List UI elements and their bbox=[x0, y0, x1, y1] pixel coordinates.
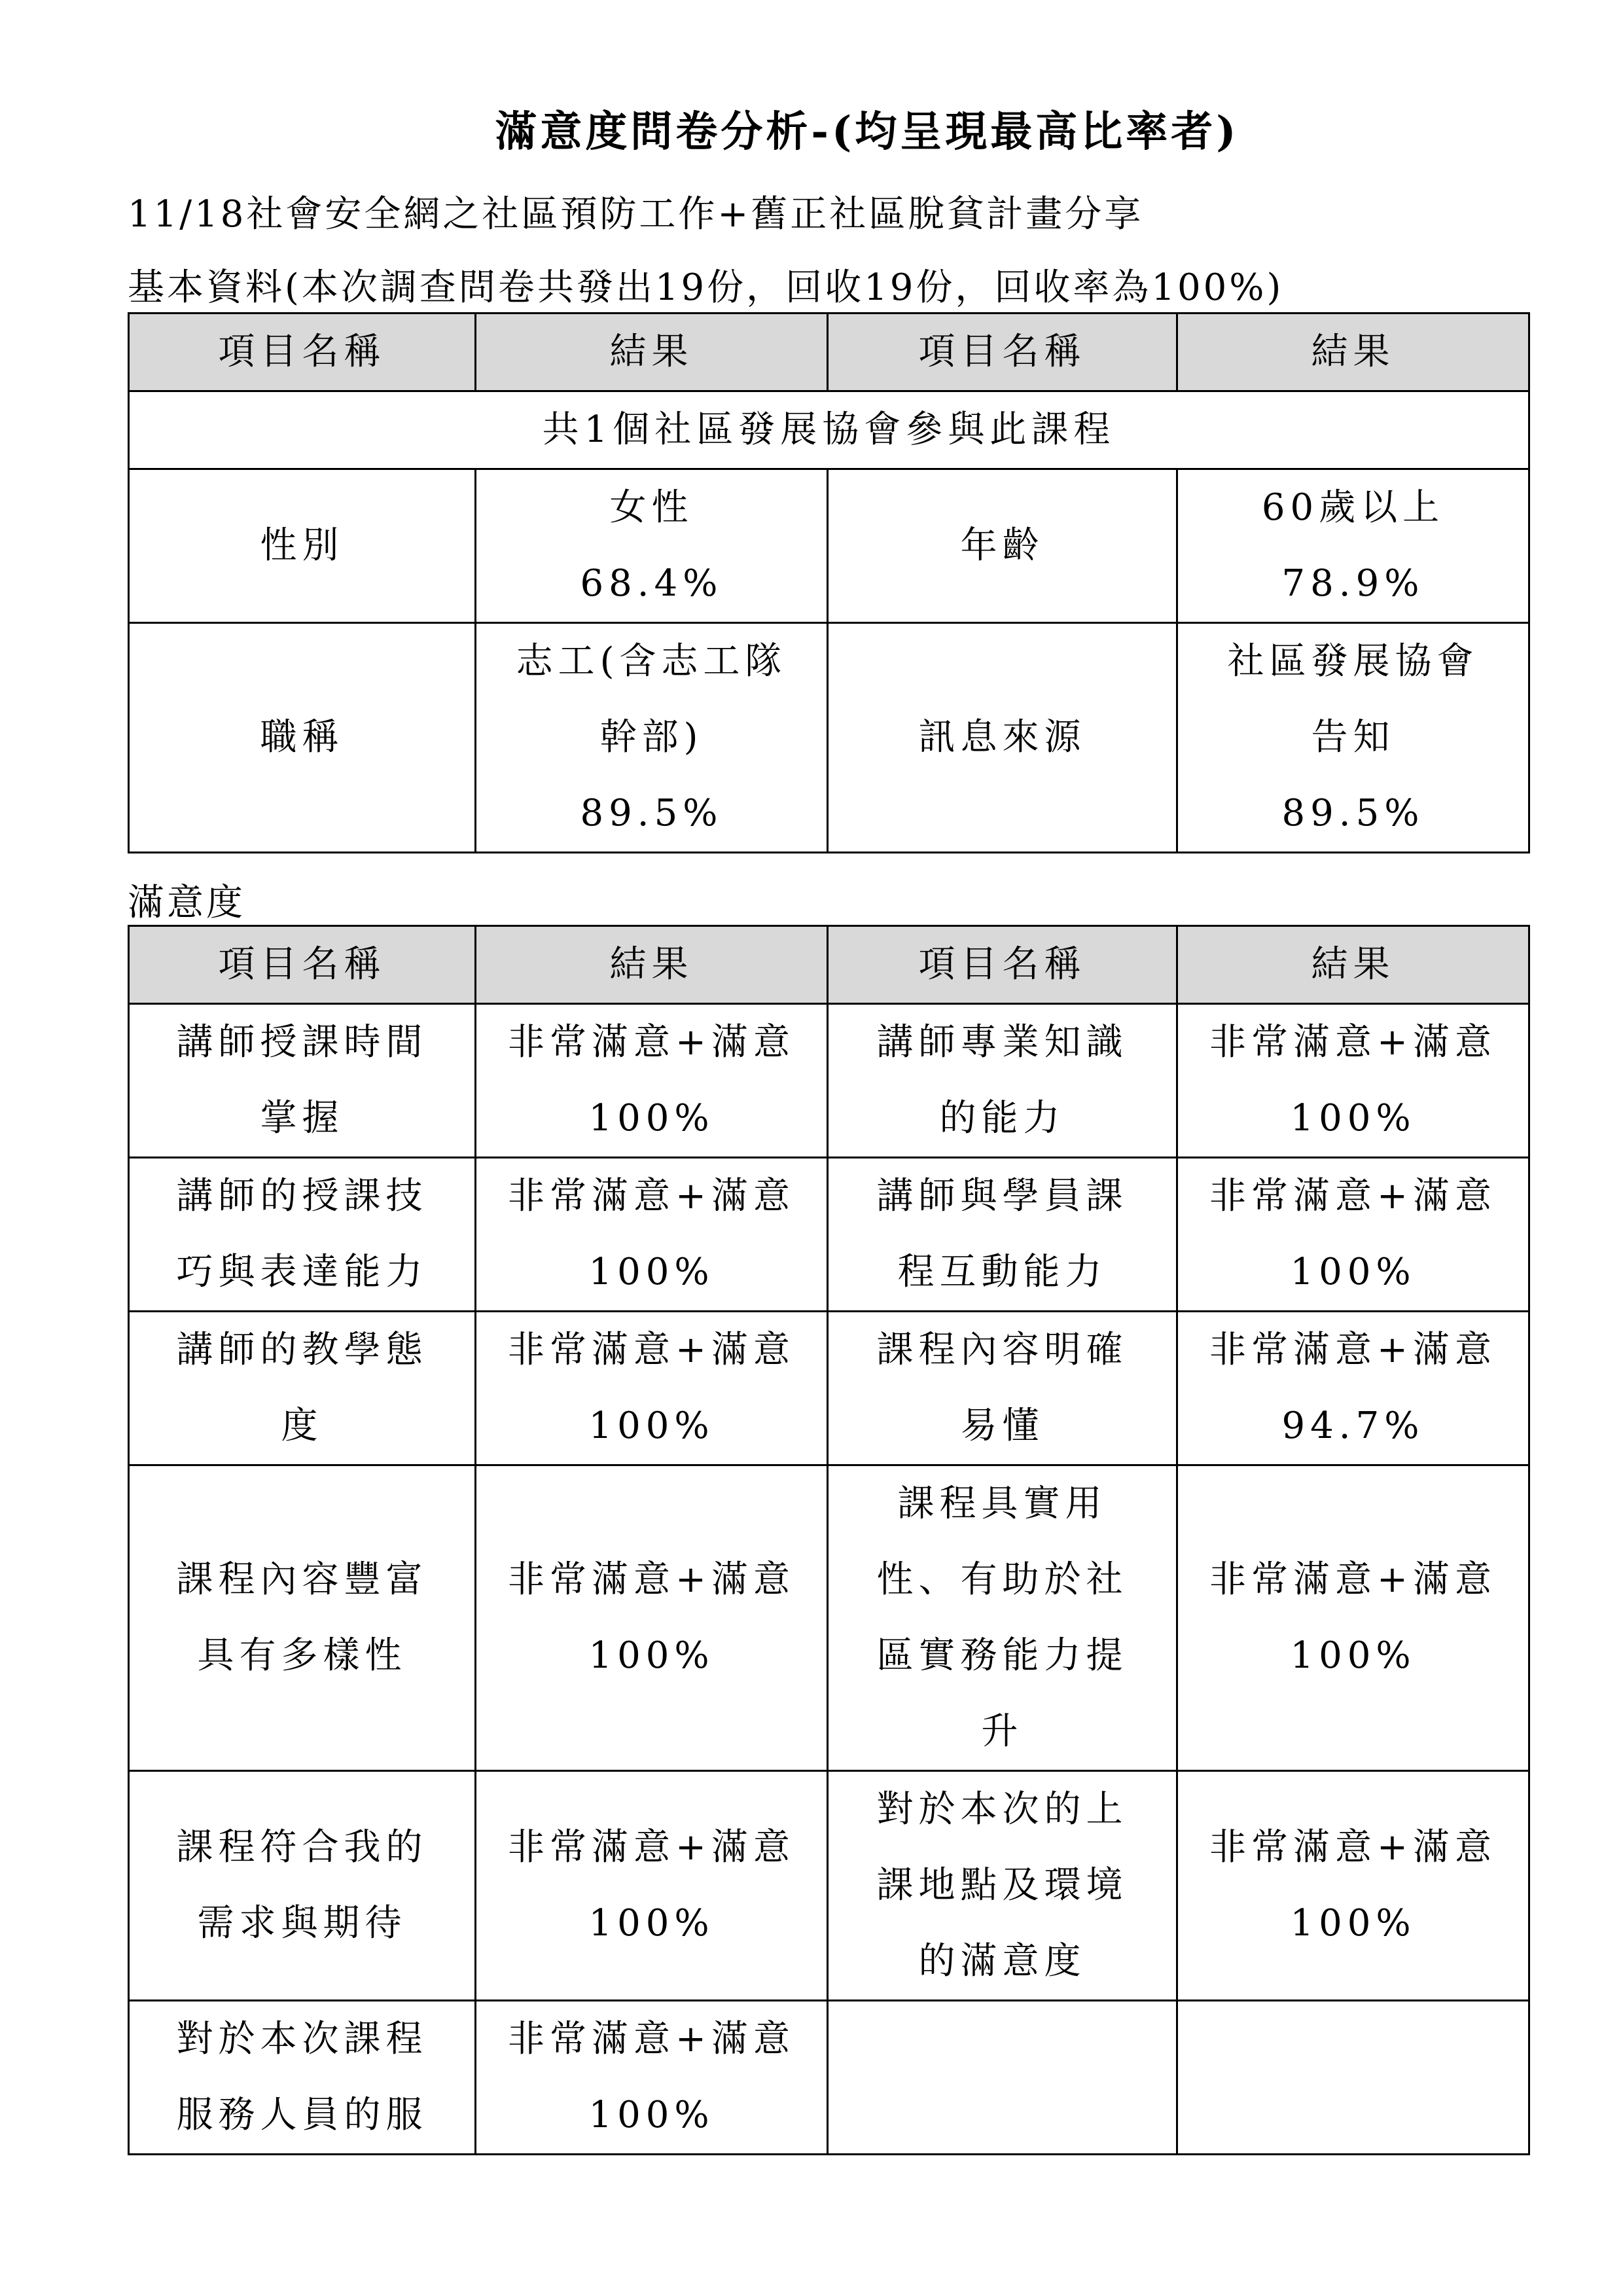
item-name-cell bbox=[129, 1004, 476, 1158]
cell-text: 非常滿意+滿意 bbox=[508, 1329, 795, 1371]
cell-text: 100% bbox=[588, 1634, 715, 1677]
cell-text: 60歲以上 bbox=[1261, 486, 1445, 529]
cell-text: 課程符合我的 bbox=[176, 1826, 428, 1869]
cell-text: 非常滿意+滿意 bbox=[508, 1826, 795, 1869]
result-cell bbox=[476, 1158, 828, 1312]
item-name-cell bbox=[828, 623, 1177, 853]
header-item-name: 項目名稱 bbox=[828, 926, 1177, 1004]
cell-text: 100% bbox=[588, 1405, 715, 1447]
cell-text: 告知 bbox=[1311, 716, 1395, 759]
cell-text: 服務人員的服 bbox=[176, 2094, 428, 2136]
header-item-name: 項目名稱 bbox=[129, 314, 476, 391]
cell-text: 非常滿意+滿意 bbox=[1209, 1329, 1497, 1371]
cell-text: 性別 bbox=[260, 524, 344, 567]
result-cell bbox=[476, 623, 828, 853]
result-cell bbox=[1177, 1158, 1529, 1312]
cell-text: 78.9% bbox=[1281, 562, 1425, 605]
cell-text: 100% bbox=[1290, 1634, 1416, 1677]
cell-text: 非常滿意+滿意 bbox=[1209, 1021, 1497, 1064]
satisfaction-row bbox=[129, 1158, 1529, 1312]
result-cell bbox=[1177, 1465, 1529, 1771]
result-cell bbox=[476, 2001, 828, 2155]
cell-text: 非常滿意+滿意 bbox=[508, 1021, 795, 1064]
cell-text: 具有多樣性 bbox=[197, 1634, 407, 1677]
cell-text: 課程內容明確 bbox=[876, 1329, 1128, 1371]
cell-text: 100% bbox=[1290, 1097, 1416, 1139]
cell-text: 掌握 bbox=[260, 1097, 344, 1139]
item-name-cell bbox=[828, 1771, 1177, 2001]
cell-text: 非常滿意+滿意 bbox=[1209, 1175, 1497, 1217]
result-cell bbox=[1177, 1004, 1529, 1158]
item-name-cell bbox=[828, 2001, 1177, 2155]
header-item-name: 項目名稱 bbox=[129, 926, 476, 1004]
cell-text: 女性 bbox=[609, 486, 694, 529]
item-name-cell bbox=[129, 1771, 476, 2001]
cell-text: 100% bbox=[588, 2094, 715, 2136]
cell-text: 對於本次的上 bbox=[876, 1788, 1128, 1831]
satisfaction-row bbox=[129, 1004, 1529, 1158]
cell-text: 易懂 bbox=[960, 1405, 1044, 1447]
item-name-cell bbox=[129, 623, 476, 853]
table-header-row bbox=[129, 926, 1529, 1004]
result-cell bbox=[1177, 469, 1529, 623]
cell-text: 的滿意度 bbox=[918, 1940, 1086, 1982]
cell-text: 巧與表達能力 bbox=[176, 1251, 428, 1293]
item-name-cell bbox=[129, 1158, 476, 1312]
satisfaction-row bbox=[129, 1771, 1529, 2001]
cell-text: 非常滿意+滿意 bbox=[1209, 1826, 1497, 1869]
cell-text: 課程內容豐富 bbox=[176, 1558, 428, 1601]
item-name-cell bbox=[828, 1004, 1177, 1158]
result-cell bbox=[1177, 1771, 1529, 2001]
course-subtitle: 11/18社會安全網之社區預防工作+舊正社區脫貧計畫分享 bbox=[128, 193, 1144, 236]
cell-text: 講師的教學態 bbox=[176, 1329, 428, 1371]
item-name-cell bbox=[129, 1465, 476, 1771]
cell-text: 課程具實用 bbox=[897, 1482, 1107, 1525]
result-cell bbox=[476, 1771, 828, 2001]
cell-text: 需求與期待 bbox=[197, 1902, 407, 1945]
item-name-cell bbox=[828, 1465, 1177, 1771]
cell-text: 89.5% bbox=[1281, 792, 1425, 834]
cell-text: 68.4% bbox=[580, 562, 723, 605]
cell-text: 89.5% bbox=[580, 792, 723, 834]
item-name-cell bbox=[828, 469, 1177, 623]
item-name-cell bbox=[129, 2001, 476, 2155]
basic-info-table bbox=[128, 312, 1530, 853]
cell-text: 100% bbox=[588, 1097, 715, 1139]
cell-text: 講師授課時間 bbox=[176, 1021, 428, 1064]
cell-text: 非常滿意+滿意 bbox=[508, 2018, 795, 2060]
result-cell bbox=[476, 469, 828, 623]
satisfaction-row bbox=[129, 2001, 1529, 2155]
cell-text: 幹部) bbox=[599, 716, 704, 759]
cell-text: 社區發展協會 bbox=[1227, 640, 1479, 683]
cell-text: 程互動能力 bbox=[897, 1251, 1107, 1293]
satisfaction-label: 滿意度 bbox=[128, 882, 245, 924]
cell-text: 100% bbox=[588, 1251, 715, 1293]
cell-text: 100% bbox=[588, 1902, 715, 1945]
cell-text: 100% bbox=[1290, 1251, 1416, 1293]
header-item-name: 項目名稱 bbox=[828, 314, 1177, 391]
item-name-cell bbox=[129, 469, 476, 623]
header-result: 結果 bbox=[1177, 314, 1529, 391]
cell-text: 課地點及環境 bbox=[876, 1864, 1128, 1907]
cell-text: 年齡 bbox=[960, 524, 1044, 567]
cell-text: 升 bbox=[981, 1710, 1024, 1753]
result-cell bbox=[1177, 623, 1529, 853]
cell-text: 區實務能力提 bbox=[876, 1634, 1128, 1677]
result-cell bbox=[1177, 2001, 1529, 2155]
basic-info-label: 基本資料(本次調查問卷共發出19份，回收19份，回收率為100%) bbox=[128, 266, 1284, 309]
table-header-row bbox=[129, 314, 1529, 391]
cell-text: 講師的授課技 bbox=[176, 1175, 428, 1217]
cell-text: 非常滿意+滿意 bbox=[508, 1558, 795, 1601]
result-cell bbox=[476, 1465, 828, 1771]
cell-text: 100% bbox=[1290, 1902, 1416, 1945]
result-cell bbox=[476, 1004, 828, 1158]
item-name-cell bbox=[129, 1312, 476, 1465]
basic-info-row bbox=[129, 623, 1529, 853]
cell-text: 對於本次課程 bbox=[176, 2018, 428, 2060]
cell-text: 職稱 bbox=[260, 716, 344, 759]
satisfaction-table bbox=[128, 925, 1530, 2155]
document-title: 滿意度問卷分析-(均呈現最高比率者) bbox=[495, 107, 1240, 156]
cell-text: 非常滿意+滿意 bbox=[508, 1175, 795, 1217]
summary-cell: 共1個社區發展協會參與此課程 bbox=[129, 391, 1529, 469]
satisfaction-row bbox=[129, 1312, 1529, 1465]
summary-row bbox=[129, 391, 1529, 469]
cell-text: 的能力 bbox=[939, 1097, 1065, 1139]
item-name-cell bbox=[828, 1312, 1177, 1465]
result-cell bbox=[476, 1312, 828, 1465]
header-result: 結果 bbox=[476, 926, 828, 1004]
result-cell bbox=[1177, 1312, 1529, 1465]
header-result: 結果 bbox=[1177, 926, 1529, 1004]
cell-text: 訊息來源 bbox=[918, 716, 1086, 759]
basic-info-row bbox=[129, 469, 1529, 623]
cell-text: 講師與學員課 bbox=[876, 1175, 1128, 1217]
cell-text: 性、有助於社 bbox=[876, 1558, 1128, 1601]
cell-text: 講師專業知識 bbox=[876, 1021, 1128, 1064]
satisfaction-row bbox=[129, 1465, 1529, 1771]
cell-text: 志工(含志工隊 bbox=[516, 640, 787, 683]
cell-text: 非常滿意+滿意 bbox=[1209, 1558, 1497, 1601]
cell-text: 94.7% bbox=[1281, 1405, 1425, 1447]
cell-text: 度 bbox=[281, 1405, 323, 1447]
item-name-cell bbox=[828, 1158, 1177, 1312]
header-result: 結果 bbox=[476, 314, 828, 391]
